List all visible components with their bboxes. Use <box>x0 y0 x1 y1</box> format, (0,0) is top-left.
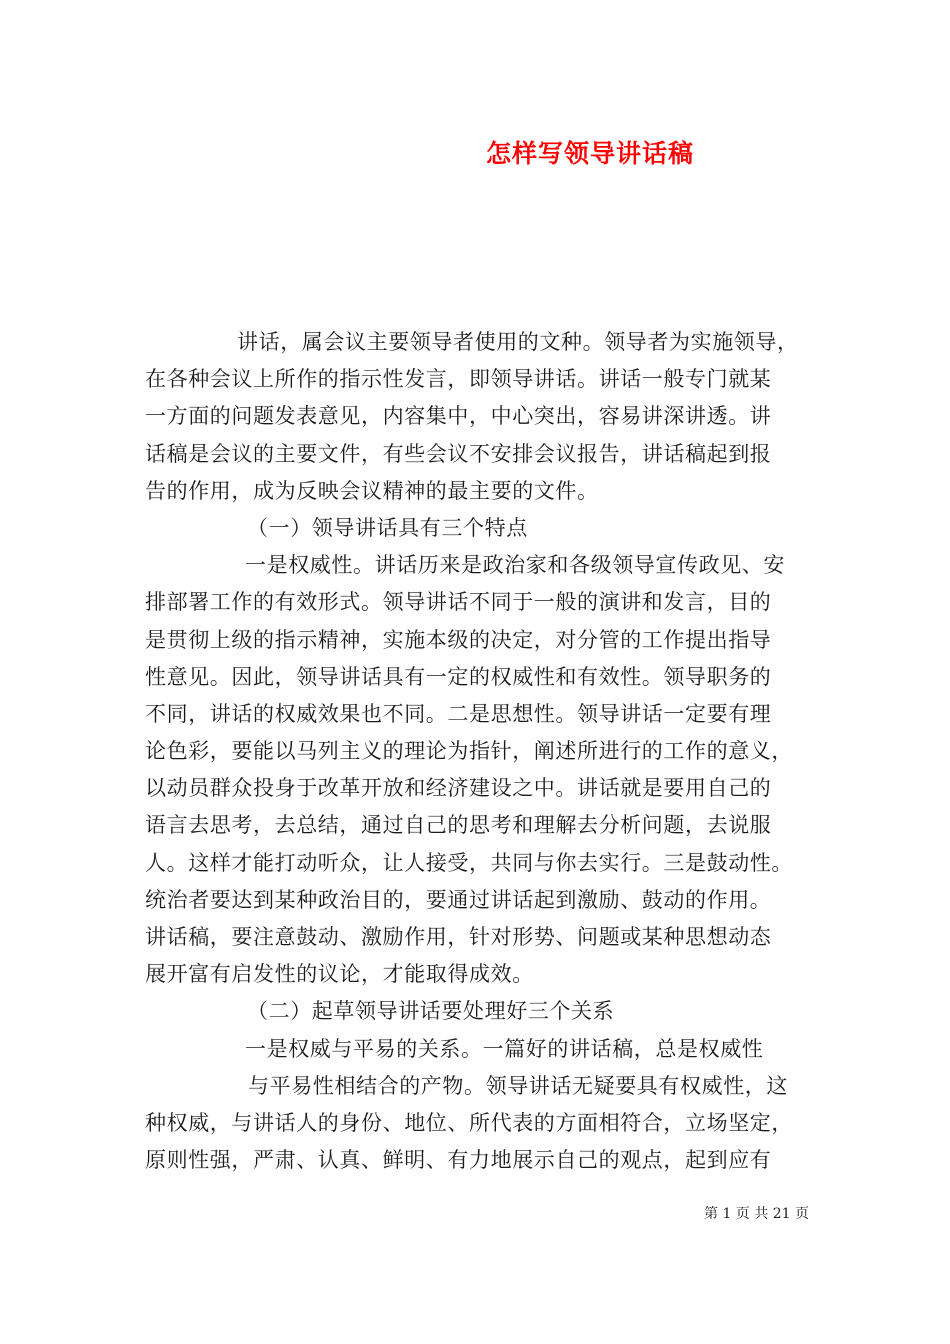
text-line: 不同，讲话的权威效果也不同。二是思想性。领导讲话一定要有理 <box>145 701 772 726</box>
text-line: 以动员群众投身于改革开放和经济建设之中。讲话就是要用自己的 <box>145 776 772 801</box>
text-line: 一是权威性。讲话历来是政治家和各级领导宣传政见、安 <box>245 553 785 578</box>
text-line: 统治者要达到某种政治目的，要通过讲话起到激励、鼓动的作用。 <box>145 887 772 912</box>
section-heading: （二）起草领导讲话要处理好三个关系 <box>247 999 615 1024</box>
text-line: 论色彩，要能以马列主义的理论为指针，阐述所进行的工作的意义， <box>145 739 793 764</box>
text-line: 原则性强，严肃、认真、鲜明、有力地展示自己的观点，起到应有 <box>145 1148 772 1173</box>
text-line: 是贯彻上级的指示精神，实施本级的决定，对分管的工作提出指导 <box>145 627 772 652</box>
text-line: 一方面的问题发表意见，内容集中，中心突出，容易讲深讲透。讲 <box>145 404 772 429</box>
text-line: 性意见。因此，领导讲话具有一定的权威性和有效性。领导职务的 <box>145 664 772 689</box>
text-line: 排部署工作的有效形式。领导讲话不同于一般的演讲和发言，目的 <box>145 590 772 615</box>
text-line: 种权威，与讲话人的身份、地位、所代表的方面相符合，立场坚定， <box>145 1110 793 1135</box>
text-line: 讲话稿，要注意鼓动、激励作用，针对形势、问题或某种思想动态 <box>145 925 772 949</box>
text-line: 语言去思考，去总结，通过自己的思考和理解去分析问题，去说服 <box>145 813 772 838</box>
text-line: 人。这样才能打动听众，让人接受，共同与你去实行。三是鼓动性。 <box>145 850 793 875</box>
text-line: 在各种会议上所作的指示性发言，即领导讲话。讲话一般专门就某 <box>145 367 772 392</box>
text-line: 展开富有启发性的议论，才能取得成效。 <box>145 962 534 987</box>
text-line: 与平易性相结合的产物。领导讲话无疑要具有权威性，这 <box>248 1073 788 1098</box>
section-heading: （一）领导讲话具有三个特点 <box>247 515 528 540</box>
text-line: 一是权威与平易的关系。一篇好的讲话稿，总是权威性 <box>245 1036 764 1061</box>
document-body <box>145 324 810 1179</box>
text-line: 话稿是会议的主要文件，有些会议不安排会议报告，讲话稿起到报 <box>145 441 772 466</box>
text-line: 告的作用，成为反映会议精神的最主要的文件。 <box>145 478 599 503</box>
page-number: 第 1 页 共 21 页 <box>704 1206 809 1222</box>
text-line: 讲话，属会议主要领导者使用的文种。领导者为实施领导， <box>237 330 799 354</box>
document-title: 怎样写领导讲话稿 <box>485 139 694 168</box>
